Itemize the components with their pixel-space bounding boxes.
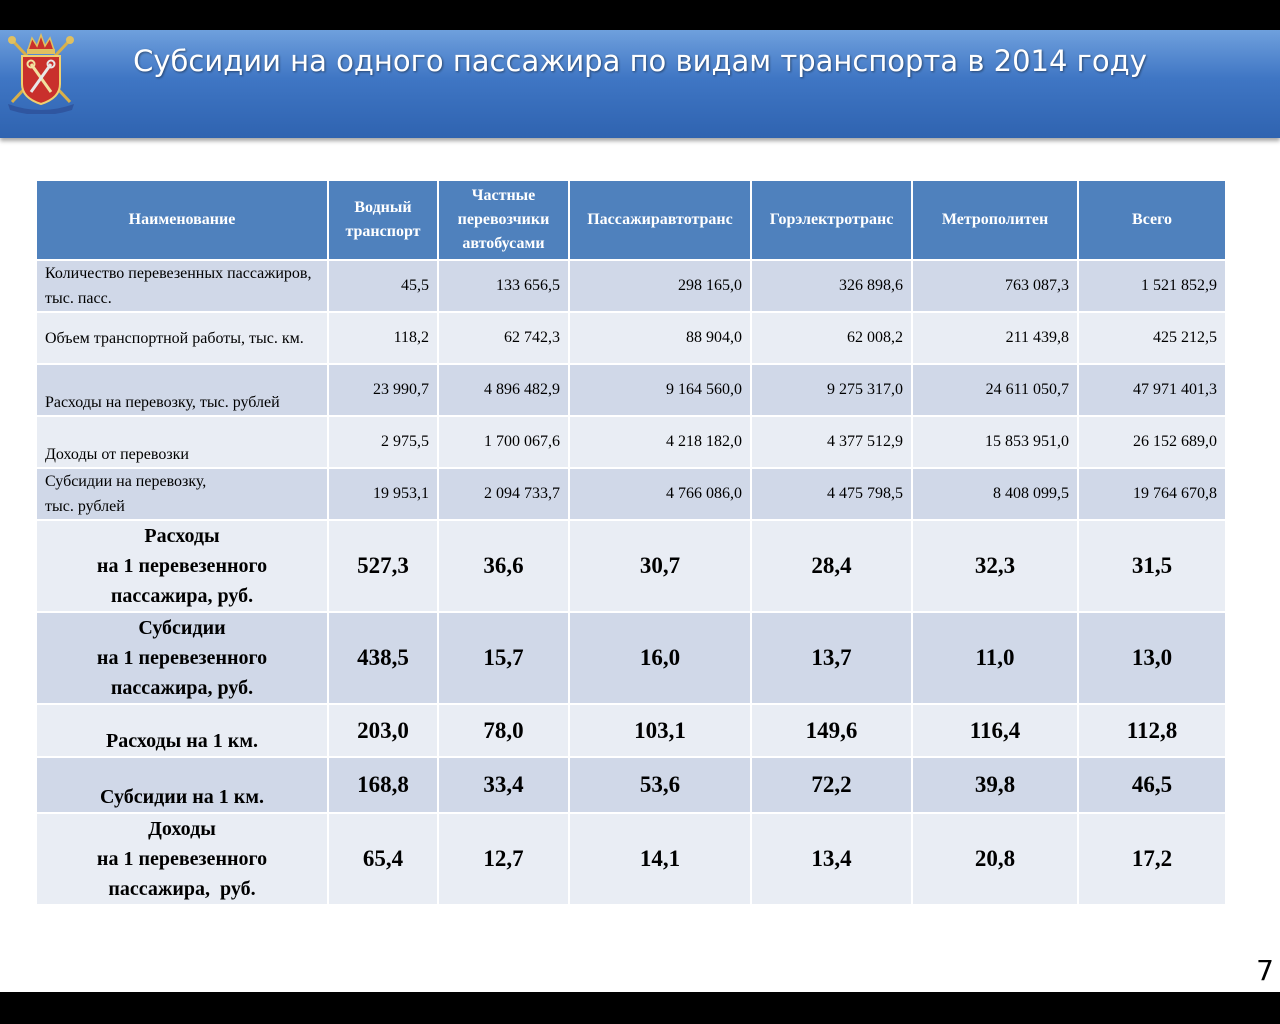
cell-value: 116,4	[912, 704, 1078, 757]
table-row	[36, 813, 1226, 905]
cell-value: 8 408 099,5	[912, 468, 1078, 520]
cell-value: 15 853 951,0	[912, 416, 1078, 468]
row-label: Расходы на перевозку, тыс. рублей	[36, 364, 328, 416]
cell-value: 47 971 401,3	[1078, 364, 1226, 416]
row-label: Субсидии на 1 км.	[36, 757, 328, 813]
table-row	[36, 704, 1226, 757]
cell-value: 13,0	[1078, 612, 1226, 704]
header-cell: Всего	[1078, 180, 1226, 260]
cell-value: 28,4	[751, 520, 912, 612]
cell-value: 103,1	[569, 704, 751, 757]
cell-value: 19 764 670,8	[1078, 468, 1226, 520]
cell-value: 17,2	[1078, 813, 1226, 905]
cell-value: 133 656,5	[438, 260, 569, 312]
cell-value: 4 896 482,9	[438, 364, 569, 416]
bottom-black-bar	[0, 992, 1280, 1024]
row-label: Объем транспортной работы, тыс. км.	[36, 312, 328, 364]
header-cell: Частные перевозчики автобусами	[438, 180, 569, 260]
row-label	[36, 813, 328, 905]
cell-value: 53,6	[569, 757, 751, 813]
cell-value: 46,5	[1078, 757, 1226, 813]
cell-value: 149,6	[751, 704, 912, 757]
top-black-bar	[0, 0, 1280, 30]
cell-value: 39,8	[912, 757, 1078, 813]
row-label	[36, 612, 328, 704]
cell-value: 62 008,2	[751, 312, 912, 364]
header-cell: Пассажиравтотранс	[569, 180, 751, 260]
row-label: Расходы на 1 км.	[36, 704, 328, 757]
cell-value: 9 164 560,0	[569, 364, 751, 416]
page-number: 7	[1256, 954, 1274, 987]
row-label-line: Расходы	[144, 525, 220, 547]
cell-value: 9 275 317,0	[751, 364, 912, 416]
cell-value: 2 975,5	[328, 416, 438, 468]
cell-value: 4 377 512,9	[751, 416, 912, 468]
cell-value: 23 990,7	[328, 364, 438, 416]
row-label: Количество перевезенных пассажиров, тыс. пасс.	[36, 260, 328, 312]
slide-title: Субсидии на одного пассажира по видам транспорта в 2014 году	[133, 44, 1147, 78]
cell-value: 62 742,3	[438, 312, 569, 364]
cell-value: 527,3	[328, 520, 438, 612]
cell-value: 20,8	[912, 813, 1078, 905]
coat-of-arms-emblem	[2, 32, 80, 114]
cell-value: 26 152 689,0	[1078, 416, 1226, 468]
row-label-line: на 1 перевезенного	[96, 647, 268, 669]
row-label: Доходы от перевозки	[36, 416, 328, 468]
row-label-line: на 1 перевезенного	[96, 555, 268, 577]
cell-value: 13,7	[751, 612, 912, 704]
cell-value: 88 904,0	[569, 312, 751, 364]
cell-value: 19 953,1	[328, 468, 438, 520]
table-row	[36, 416, 1226, 468]
cell-value: 438,5	[328, 612, 438, 704]
cell-value: 45,5	[328, 260, 438, 312]
cell-value: 31,5	[1078, 520, 1226, 612]
header-cell: Горэлектротранс	[751, 180, 912, 260]
cell-value: 12,7	[438, 813, 569, 905]
row-label-line: Доходы	[148, 818, 216, 840]
cell-value: 11,0	[912, 612, 1078, 704]
cell-value: 72,2	[751, 757, 912, 813]
row-label-line: пассажира, руб.	[110, 585, 254, 607]
cell-value: 24 611 050,7	[912, 364, 1078, 416]
cell-value: 15,7	[438, 612, 569, 704]
cell-value: 65,4	[328, 813, 438, 905]
cell-value: 1 700 067,6	[438, 416, 569, 468]
header-cell: Метрополитен	[912, 180, 1078, 260]
cell-value: 203,0	[328, 704, 438, 757]
cell-value: 33,4	[438, 757, 569, 813]
row-label	[36, 520, 328, 612]
cell-value: 1 521 852,9	[1078, 260, 1226, 312]
cell-value: 425 212,5	[1078, 312, 1226, 364]
cell-value: 326 898,6	[751, 260, 912, 312]
cell-value: 4 218 182,0	[569, 416, 751, 468]
cell-value: 763 087,3	[912, 260, 1078, 312]
cell-value: 32,3	[912, 520, 1078, 612]
row-label-line: пассажира, руб.	[110, 677, 254, 699]
table-row	[36, 312, 1226, 364]
cell-value: 2 094 733,7	[438, 468, 569, 520]
table-row	[36, 468, 1226, 520]
cell-value: 112,8	[1078, 704, 1226, 757]
row-label-line: Субсидии на перевозку,	[45, 473, 207, 490]
slide-header	[0, 30, 1280, 138]
cell-value: 4 766 086,0	[569, 468, 751, 520]
cell-value: 36,6	[438, 520, 569, 612]
row-label-line: на 1 перевезенного	[96, 848, 268, 870]
subsidy-table	[35, 179, 1227, 906]
cell-value: 30,7	[569, 520, 751, 612]
cell-value: 211 439,8	[912, 312, 1078, 364]
table-row	[36, 612, 1226, 704]
cell-value: 4 475 798,5	[751, 468, 912, 520]
row-label	[36, 468, 328, 520]
cell-value: 298 165,0	[569, 260, 751, 312]
table-header-row	[36, 180, 1226, 260]
header-cell: Наименование	[36, 180, 328, 260]
row-label-line: тыс. рублей	[45, 498, 125, 515]
table-row	[36, 364, 1226, 416]
cell-value: 118,2	[328, 312, 438, 364]
table-row	[36, 757, 1226, 813]
table-row	[36, 260, 1226, 312]
header-cell: Водный транспорт	[328, 180, 438, 260]
table-row	[36, 520, 1226, 612]
cell-value: 14,1	[569, 813, 751, 905]
cell-value: 78,0	[438, 704, 569, 757]
cell-value: 13,4	[751, 813, 912, 905]
row-label-line: пассажира, руб.	[108, 878, 256, 900]
cell-value: 16,0	[569, 612, 751, 704]
row-label-line: Субсидии	[138, 617, 226, 639]
cell-value: 168,8	[328, 757, 438, 813]
